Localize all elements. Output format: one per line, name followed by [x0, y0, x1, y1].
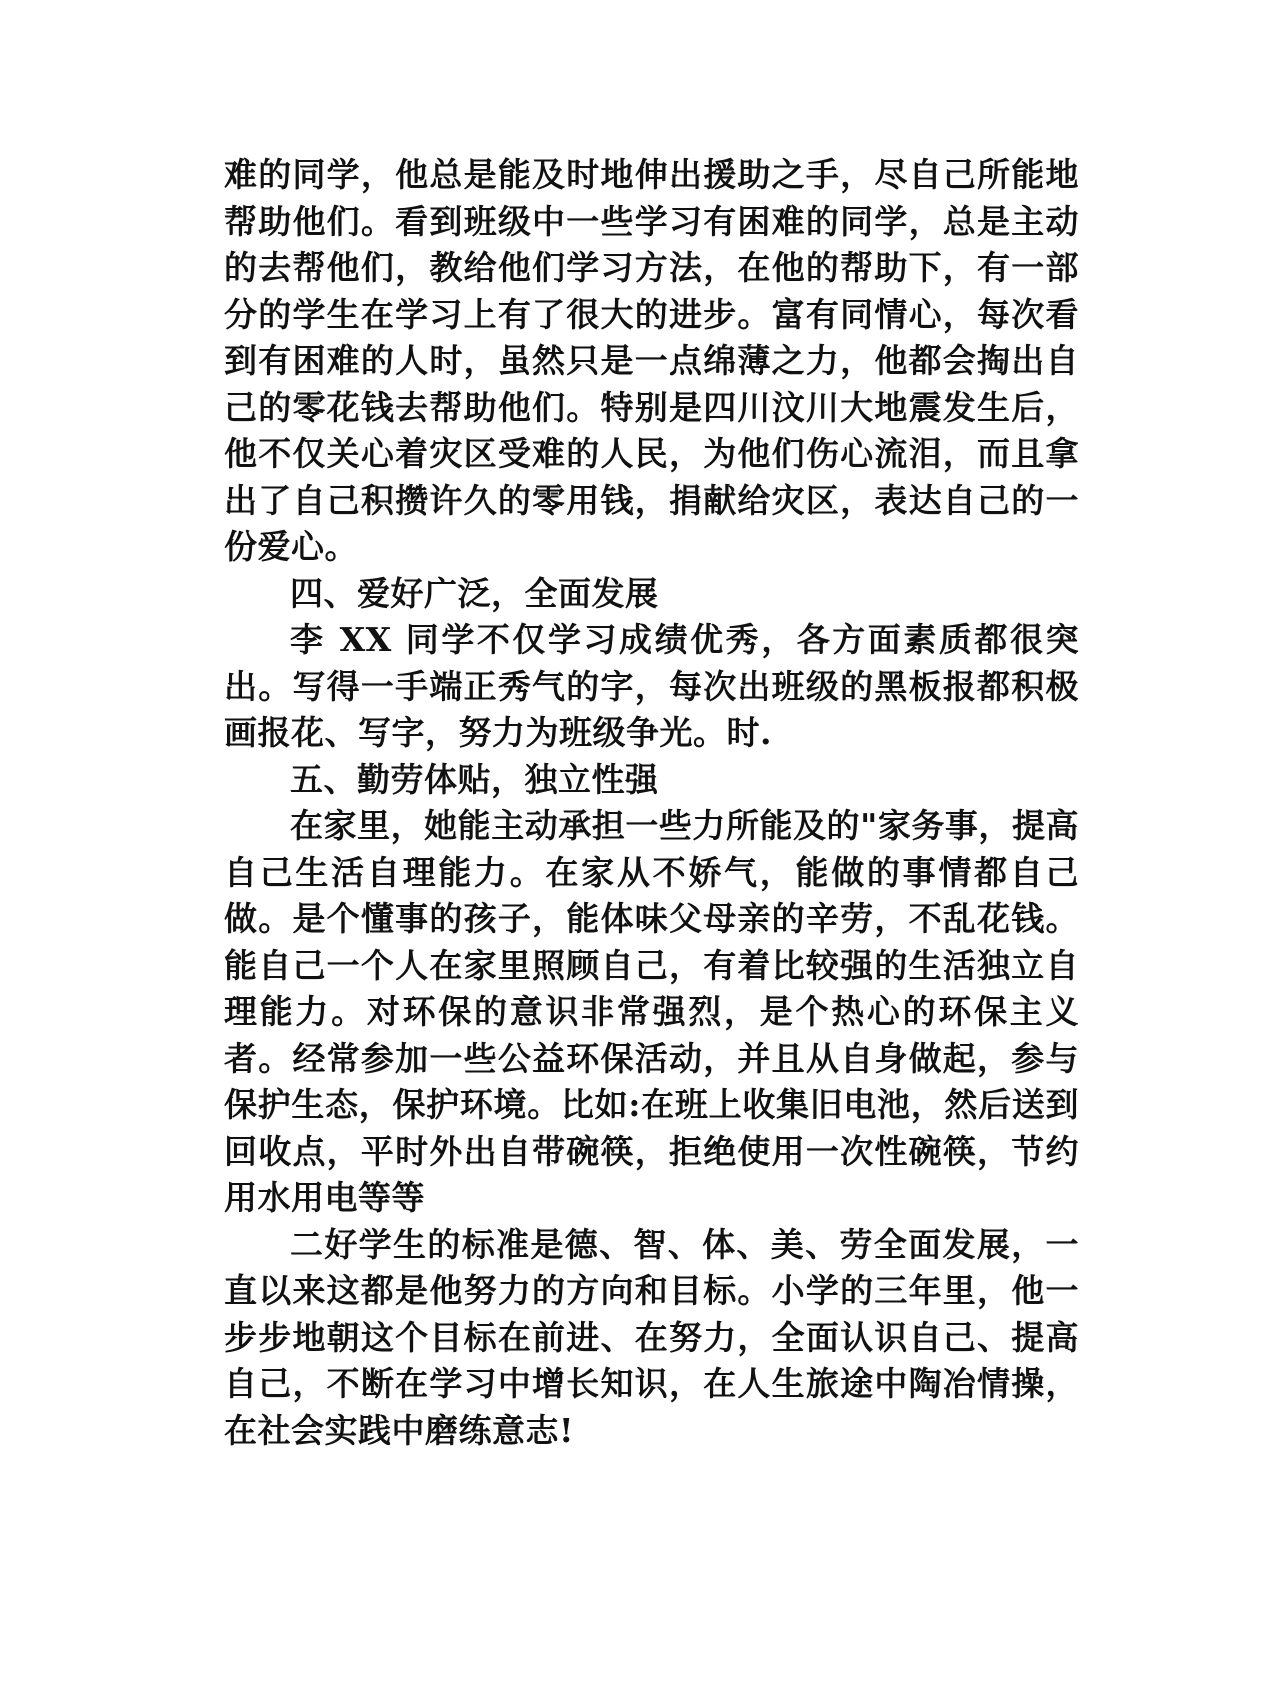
- paragraph-helping-classmates: 难的同学，他总是能及时地伸出援助之手，尽自己所能地帮助他们。看到班级中一些学习有困难的同学，总是主动的去帮他们，教给他们学习方法，在他的帮助下，有一部分的学生在学习上有了很大的进步。富有同情心，每次看到有困难的人时，虽然只是一点绵薄之力，他都会掏出自己的零花钱去帮助他们。特别是四川汶川大地震发生后，他不仅关心着灾区受难的人民，为他们伤心流泪，而且拿出了自己积攒许久的零用钱，捐献给灾区，表达自己的一份爱心。: [224, 155, 1079, 566]
- paragraph-conclusion: 二好学生的标准是德、智、体、美、劳全面发展，一直以来这都是他努力的方向和目标。小学的三年里，他一步步地朝这个目标在前进、在努力，全面认识自己、提高自己，不断在学习中增长知识，在人生旅途中陶冶情操，在社会实践中磨练意志!: [224, 1224, 1079, 1450]
- section-heading-hobbies: 四、爱好广泛，全面发展: [290, 573, 659, 613]
- section-heading-independence: 五、勤劳体贴，独立性强: [290, 759, 659, 799]
- paragraph-hobbies: 李 XX 同学不仅学习成绩优秀，各方面素质都很突出。写得一手端正秀气的字，每次出班级的黑板报都积极画报花、写字，努力为班级争光。时.: [224, 620, 1079, 752]
- document-page: [224, 152, 1079, 1454]
- paragraph-independence: 在家里，她能主动承担一些力所能及的"家务事，提高自己生活自理能力。在家从不娇气，能做的事情都自己做。是个懂事的孩子，能体味父母亲的辛劳，不乱花钱。能自己一个人在家里照顾自己，有着比较强的生活独立自理能力。对环保的意识非常强烈，是个热心的环保主义者。经常参加一些公益环保活动，并且从自身做起，参与保护生态，保护环境。比如:在班上收集旧电池，然后送到回收点，平时外出自带碗筷，拒绝使用一次性碗筷，节约用水用电等等: [224, 806, 1079, 1217]
